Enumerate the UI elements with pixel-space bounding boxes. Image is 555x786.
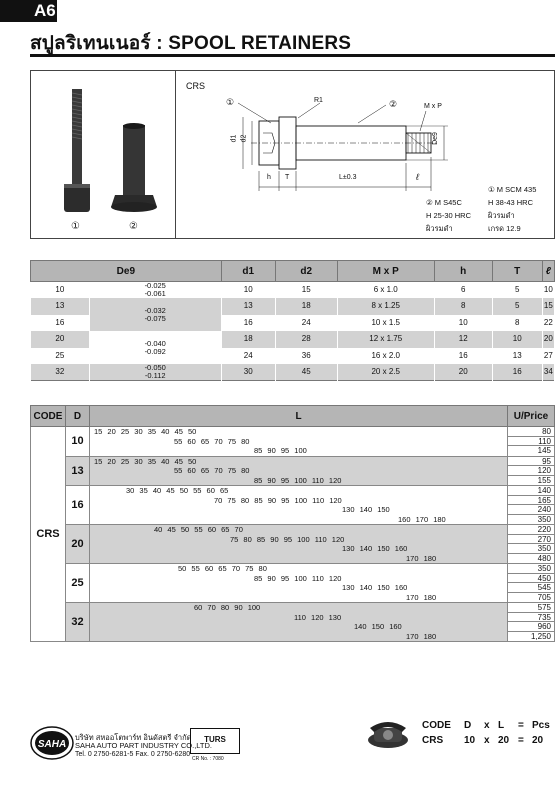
r1-label: R1 <box>314 97 323 104</box>
length-cell <box>90 456 508 486</box>
length-list: 15 20 25 30 35 40 45 50 <box>94 427 197 436</box>
cell-tolerance: -0.050 -0.112 <box>89 364 221 381</box>
example-eq: = <box>518 735 524 746</box>
cell-tolerance: -0.032 -0.075 <box>89 298 221 331</box>
page-title: สปูลริเทนเนอร์ : SPOOL RETAINERS <box>30 33 352 54</box>
price-cell <box>508 456 555 486</box>
d2-label: d2 <box>240 134 248 143</box>
cell-l: 22 <box>542 315 554 332</box>
price-table-header <box>31 406 555 427</box>
spec1-grade: เกรด 12.9 <box>488 224 521 233</box>
cell-de9: 16 <box>31 315 90 332</box>
cell-d1: 16 <box>221 315 275 332</box>
cell-l: 10 <box>542 282 554 299</box>
spec1-finish: ผิวรมดำ <box>488 211 515 220</box>
header-unit-price: U/Price <box>508 406 555 427</box>
unit-price: 110 <box>508 437 554 447</box>
length-list: 85 90 95 100 110 120 <box>254 573 342 583</box>
cell-d2: 24 <box>275 315 337 332</box>
cell-d1: 30 <box>221 364 275 381</box>
cell-d2: 45 <box>275 364 337 381</box>
drawing-label-2: ② <box>389 99 398 109</box>
length-list: 85 90 95 100 <box>254 446 307 455</box>
cell-l: 27 <box>542 348 554 365</box>
cell-l: 15 <box>542 298 554 315</box>
company-name-english: SAHA AUTO PART INDUSTRY CO.,LTD. <box>75 741 212 750</box>
cell-d2: 15 <box>275 282 337 299</box>
company-contact: Tel. 0 2750-6281-5 Fax. 0 2750-6280 <box>75 751 191 758</box>
length-list: 130 140 150 <box>342 505 390 514</box>
length-list: 60 70 80 90 100 <box>194 603 261 612</box>
spec1-material: ① M SCM 435 <box>488 185 537 194</box>
unit-price: 735 <box>508 613 554 623</box>
cell-t: 10 <box>492 331 542 348</box>
diameter-cell: 13 <box>66 456 90 486</box>
price-group-row <box>31 564 555 603</box>
formula-l: L <box>498 720 505 731</box>
cell-t: 5 <box>492 282 542 299</box>
unit-price: 705 <box>508 593 554 603</box>
length-list: 15 20 25 30 35 40 45 50 <box>94 456 197 466</box>
length-list: 40 45 50 55 60 65 70 <box>154 525 243 534</box>
header-t: T <box>492 261 542 282</box>
header-mxp: M x P <box>337 261 434 282</box>
cell-de9: 25 <box>31 348 90 365</box>
product-photo <box>30 70 176 239</box>
cell-d2: 36 <box>275 348 337 365</box>
cell-t: 16 <box>492 364 542 381</box>
unit-price: 350 <box>508 544 554 554</box>
formula-code: CODE <box>422 720 451 731</box>
product-photo-illustration <box>31 71 177 240</box>
length-list: 75 80 85 90 95 100 110 120 <box>230 534 345 544</box>
length-list: 170 180 <box>406 553 437 563</box>
formula-x: x <box>484 720 490 731</box>
header-l: ℓ <box>542 261 554 282</box>
header-d1: d1 <box>221 261 275 282</box>
cell-d2: 28 <box>275 331 337 348</box>
length-list: 55 60 65 70 75 80 <box>174 436 250 446</box>
cell-de9: 13 <box>31 298 90 315</box>
cell-d1: 13 <box>221 298 275 315</box>
cell-mxp: 20 x 2.5 <box>337 364 434 381</box>
unit-price: 960 <box>508 622 554 632</box>
formula-pcs: Pcs <box>532 720 550 731</box>
cell-de9: 10 <box>31 282 90 299</box>
dimension-table <box>30 260 555 381</box>
price-group-row <box>31 427 555 457</box>
page-badge: A6 <box>0 0 57 22</box>
dimension-table-header <box>31 261 555 282</box>
cell-d2: 18 <box>275 298 337 315</box>
cell-de9: 32 <box>31 364 90 381</box>
example-d: 10 <box>464 735 476 746</box>
length-list: 85 90 95 100 110 120 <box>254 475 342 485</box>
unit-price: 575 <box>508 603 554 613</box>
cell-tolerance: -0.025 -0.061 <box>89 282 221 299</box>
d1-label: d1 <box>230 134 238 143</box>
formula-eq: = <box>518 720 524 731</box>
length-cell <box>90 603 508 642</box>
price-group-row <box>31 603 555 642</box>
company-logo <box>30 726 74 760</box>
spec2-hardness: H 25-30 HRC <box>426 211 472 220</box>
l-label: L±0.3 <box>339 174 357 181</box>
header-length: L <box>90 406 508 427</box>
length-cell <box>90 564 508 603</box>
photo-label-2: ② <box>129 221 138 232</box>
formula-d: D <box>464 720 472 731</box>
lscript-label: ℓ <box>416 172 419 182</box>
price-cell <box>508 603 555 642</box>
cell-l: 34 <box>542 364 554 381</box>
spec-part-2 <box>426 196 471 235</box>
technical-drawing <box>176 70 555 239</box>
cell-h: 6 <box>434 282 492 299</box>
example-x: x <box>484 735 490 746</box>
cell-mxp: 16 x 2.0 <box>337 348 434 365</box>
unit-price: 155 <box>508 476 554 486</box>
telephone-icon <box>366 716 410 750</box>
unit-price: 80 <box>508 427 554 437</box>
cell-mxp: 8 x 1.25 <box>337 298 434 315</box>
unit-price: 145 <box>508 446 554 456</box>
length-list: 50 55 60 65 70 75 80 <box>178 564 267 573</box>
spec2-finish: ผิวรมดำ <box>426 224 453 233</box>
cell-de9: 20 <box>31 331 90 348</box>
diameter-cell: 20 <box>66 525 90 564</box>
price-group-row <box>31 456 555 486</box>
h-label: h <box>267 174 271 181</box>
unit-price: 480 <box>508 554 554 564</box>
logo-text: SAHA <box>37 739 67 750</box>
cell-h: 16 <box>434 348 492 365</box>
code-cell: CRS <box>31 427 66 642</box>
cell-mxp: 6 x 1.0 <box>337 282 434 299</box>
drawing-code: CRS <box>186 81 206 91</box>
price-table-body <box>31 427 555 642</box>
length-list: 140 150 160 <box>354 622 402 631</box>
price-cell <box>508 486 555 525</box>
unit-price: 95 <box>508 457 554 467</box>
diameter-cell: 16 <box>66 486 90 525</box>
unit-price: 1,250 <box>508 632 554 642</box>
unit-price: 450 <box>508 574 554 584</box>
certification-badge <box>190 728 240 754</box>
unit-price: 140 <box>508 486 554 496</box>
price-table <box>30 405 555 642</box>
drawing-label-1: ① <box>226 97 235 107</box>
formula-row-labels <box>422 720 550 735</box>
formula-row-example <box>422 735 550 750</box>
cell-d1: 18 <box>221 331 275 348</box>
de9-label: De9 <box>431 132 439 145</box>
diameter-cell: 32 <box>66 603 90 642</box>
price-cell <box>508 525 555 564</box>
table-row <box>31 298 555 315</box>
cell-mxp: 10 x 1.5 <box>337 315 434 332</box>
cert-text: TURS <box>204 735 226 744</box>
spec2-material: ② M S45C <box>426 198 462 207</box>
price-group-row <box>31 525 555 564</box>
cell-l: 20 <box>542 331 554 348</box>
unit-price: 270 <box>508 535 554 545</box>
photo-label-1: ① <box>71 221 80 232</box>
cell-t: 8 <box>492 315 542 332</box>
table-row <box>31 331 555 348</box>
length-cell <box>90 486 508 525</box>
cell-h: 10 <box>434 315 492 332</box>
diameter-cell: 10 <box>66 427 90 457</box>
price-cell <box>508 564 555 603</box>
cell-d1: 24 <box>221 348 275 365</box>
diameter-cell: 25 <box>66 564 90 603</box>
unit-price: 220 <box>508 525 554 535</box>
cert-number: CR No. : 7080 <box>192 756 224 762</box>
cell-mxp: 12 x 1.75 <box>337 331 434 348</box>
unit-price: 240 <box>508 505 554 515</box>
price-group-row <box>31 486 555 525</box>
length-list: 170 180 <box>406 631 437 641</box>
header-d: D <box>66 406 90 427</box>
cell-t: 13 <box>492 348 542 365</box>
length-list: 130 140 150 160 <box>342 583 408 592</box>
t-label: T <box>285 174 290 181</box>
unit-price: 545 <box>508 583 554 593</box>
example-code: CRS <box>422 735 444 746</box>
length-list: 30 35 40 45 50 55 60 65 <box>126 486 229 495</box>
company-name-thai: บริษัท สหออโตพาร์ท อินดัสตรี จำกัด <box>75 733 192 742</box>
order-formula <box>422 720 550 750</box>
length-list: 160 170 180 <box>398 514 446 524</box>
example-l: 20 <box>498 735 510 746</box>
spec1-hardness: H 38-43 HRC <box>488 198 534 207</box>
length-list: 55 60 65 70 75 80 <box>174 466 250 475</box>
unit-price: 120 <box>508 466 554 476</box>
length-cell <box>90 525 508 564</box>
unit-price: 350 <box>508 564 554 574</box>
price-cell <box>508 427 555 457</box>
length-list: 130 140 150 160 <box>342 544 408 553</box>
header-d2: d2 <box>275 261 337 282</box>
mxp-label: M x P <box>424 103 442 110</box>
title-divider <box>30 54 555 57</box>
header-code: CODE <box>31 406 66 427</box>
unit-price: 165 <box>508 496 554 506</box>
unit-price: 350 <box>508 515 554 525</box>
length-list: 70 75 80 85 90 95 100 110 120 <box>214 495 342 505</box>
cell-d1: 10 <box>221 282 275 299</box>
length-cell <box>90 427 508 457</box>
header-h: h <box>434 261 492 282</box>
length-list: 170 180 <box>406 592 437 602</box>
cell-tolerance: -0.040 -0.092 <box>89 331 221 364</box>
cell-h: 20 <box>434 364 492 381</box>
length-list: 110 120 130 <box>294 612 342 622</box>
cell-h: 8 <box>434 298 492 315</box>
table-row <box>31 282 555 299</box>
cell-h: 12 <box>434 331 492 348</box>
spec-part-1 <box>488 183 536 235</box>
cell-t: 5 <box>492 298 542 315</box>
header-de9: De9 <box>31 261 222 282</box>
table-row <box>31 364 555 381</box>
example-pcs: 20 <box>532 735 544 746</box>
